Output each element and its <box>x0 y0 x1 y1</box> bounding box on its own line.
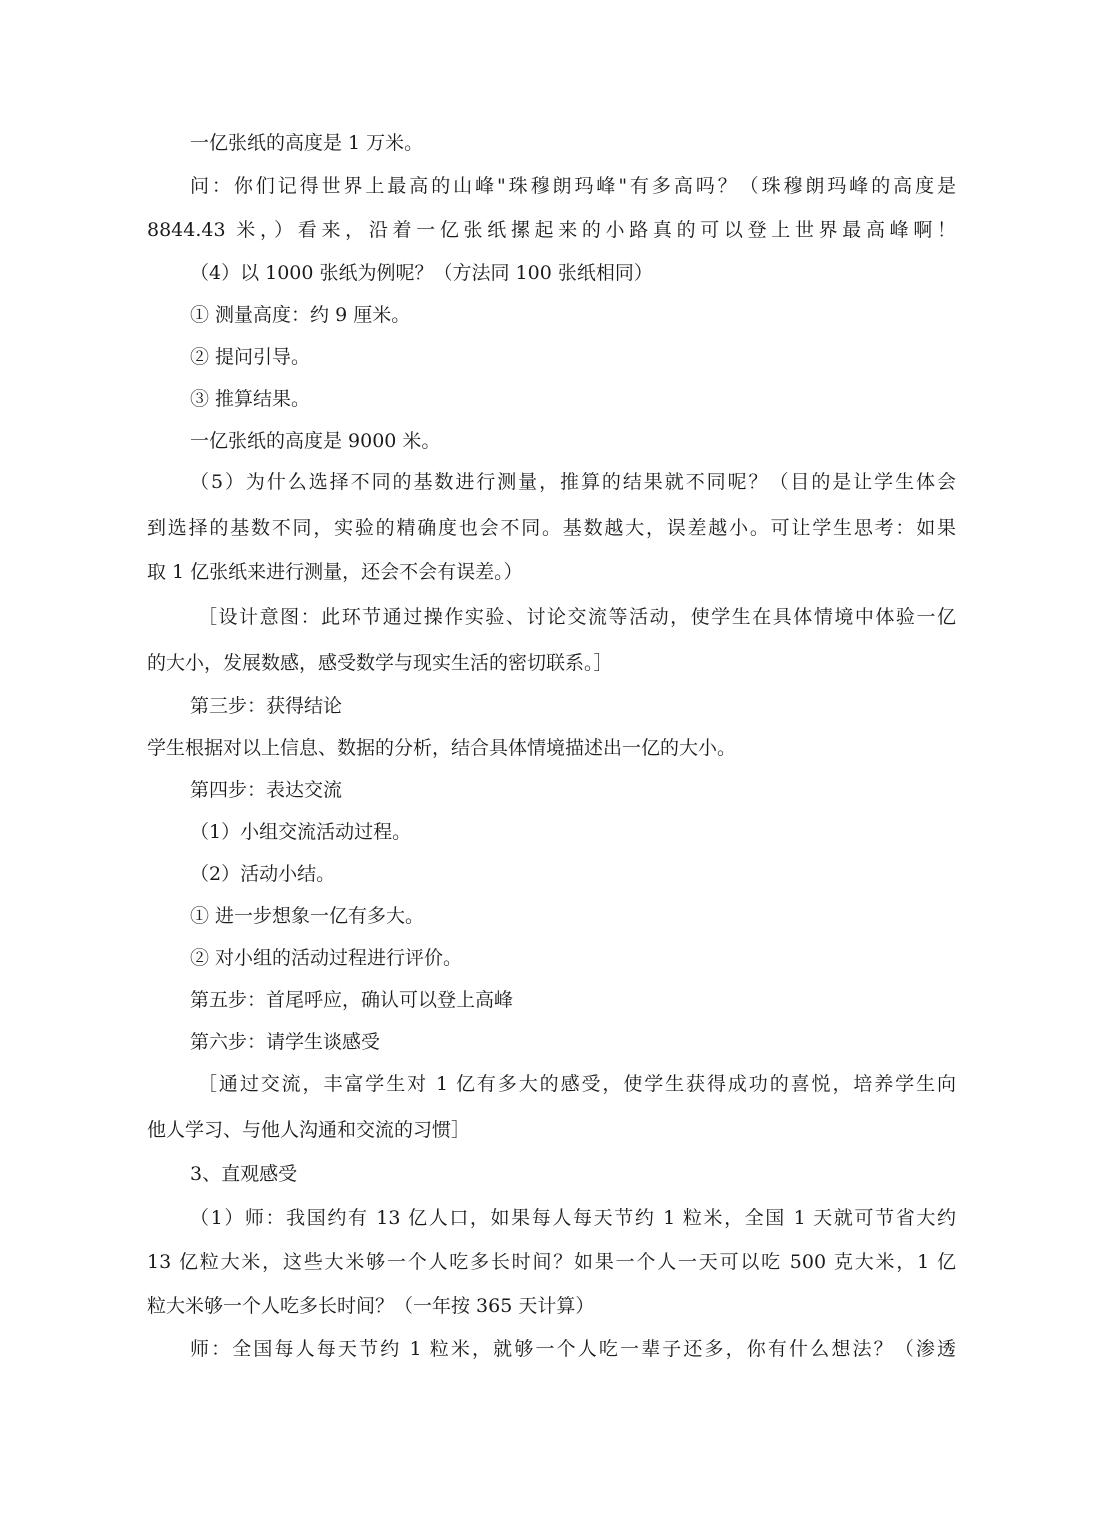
list-item: ① 测量高度：约 9 厘米。 <box>190 304 411 326</box>
step-heading: 第四步：表达交流 <box>190 779 343 801</box>
design-intent-note: 的大小，发展数感，感受数学与现实生活的密切联系。］ <box>147 652 613 674</box>
paragraph-line: 一亿张纸的高度是 1 万米。 <box>190 132 424 154</box>
paragraph-line: 粒大米够一个人吃多长时间？（一年按 365 天计算） <box>147 1295 595 1317</box>
paragraph-line: 8844.43 米，）看来，沿着一亿张纸摞起来的小路真的可以登上世界最高峰啊！ <box>147 219 956 241</box>
paragraph-line: （1）师：我国约有 13 亿人口，如果每人每天节约 1 粒米，全国 1 天就可节省大约 <box>190 1207 956 1229</box>
paragraph-line: （5）为什么选择不同的基数进行测量，推算的结果就不同呢？（目的是让学生体会 <box>190 471 956 493</box>
paragraph-line: 到选择的基数不同，实验的精确度也会不同。基数越大，误差越小。可让学生思考：如果 <box>147 517 956 539</box>
paragraph-line: 学生根据对以上信息、数据的分析，结合具体情境描述出一亿的大小。 <box>147 737 737 759</box>
paragraph-line: ［通过交流，丰富学生对 1 亿有多大的感受，使学生获得成功的喜悦，培养学生向 <box>198 1073 956 1095</box>
step-heading: 第五步：首尾呼应，确认可以登上高峰 <box>190 989 514 1011</box>
paragraph-line: （4）以 1000 张纸为例呢？（方法同 100 张纸相同） <box>190 262 653 284</box>
paragraph-line: 他人学习、与他人沟通和交流的习惯］ <box>147 1119 471 1141</box>
paragraph-line: 13 亿粒大米，这些大米够一个人吃多长时间？如果一个人一天可以吃 500 克大米，1 亿 <box>147 1251 956 1273</box>
step-heading: 第三步：获得结论 <box>190 695 343 717</box>
list-item: ③ 推算结果。 <box>190 388 311 410</box>
list-item: （1）小组交流活动过程。 <box>190 821 412 843</box>
list-item: ② 提问引导。 <box>190 346 311 368</box>
step-heading: 第六步：请学生谈感受 <box>190 1031 381 1053</box>
paragraph-line: 问：你们记得世界上最高的山峰"珠穆朗玛峰"有多高吗？（珠穆朗玛峰的高度是 <box>190 175 956 197</box>
section-heading: 3、直观感受 <box>190 1163 298 1185</box>
list-item: ② 对小组的活动过程进行评价。 <box>190 947 463 969</box>
design-intent-note: ［设计意图：此环节通过操作实验、讨论交流等活动，使学生在具体情境中体验一亿 <box>198 606 956 628</box>
paragraph-line: 取 1 亿张纸来进行测量，还会不会有误差。） <box>147 561 523 583</box>
paragraph-line: 师：全国每人每天节约 1 粒米，就够一个人吃一辈子还多，你有什么想法？（渗透 <box>190 1338 956 1360</box>
paragraph-line: 一亿张纸的高度是 9000 米。 <box>190 430 441 452</box>
list-item: （2）活动小结。 <box>190 863 336 885</box>
list-item: ① 进一步想象一亿有多大。 <box>190 905 425 927</box>
